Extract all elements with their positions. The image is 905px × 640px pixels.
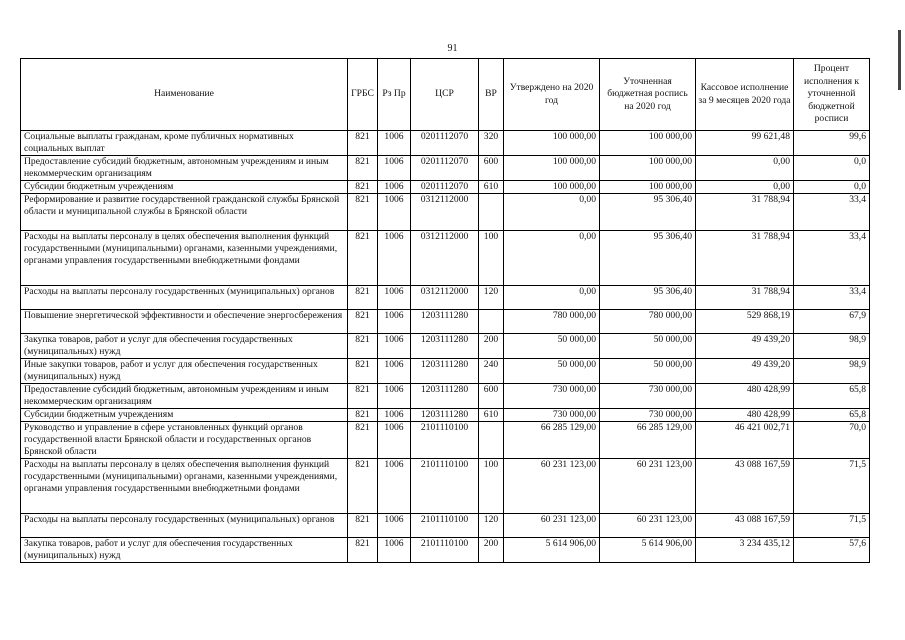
cell-name: Расходы на выплаты персоналу в целях обеспечения выполнения функций государственными (муниципальными) органами, казенными учреждениями, органами управления государственными внебюджетными фондами [21, 231, 348, 286]
header-refined: Уточненная бюджетная роспись на 2020 год [600, 59, 696, 131]
cell-cash: 31 788,94 [696, 231, 794, 286]
cell-approved: 60 231 123,00 [504, 459, 600, 514]
header-grbs: ГРБС [348, 59, 378, 131]
cell-refined: 100 000,00 [600, 156, 696, 181]
cell-rzpr: 1006 [378, 514, 411, 538]
cell-refined: 730 000,00 [600, 409, 696, 422]
table-row [21, 514, 870, 538]
cell-percent: 99,6 [794, 131, 870, 156]
cell-grbs: 821 [348, 231, 378, 286]
header-rzpr: Рз Пр [378, 59, 411, 131]
cell-grbs: 821 [348, 384, 378, 409]
cell-name: Расходы на выплаты персоналу государственных (муниципальных) органов [21, 286, 348, 310]
cell-rzpr: 1006 [378, 459, 411, 514]
cell-name: Повышение энергетической эффективности и обеспечение энергосбережения [21, 310, 348, 334]
cell-name: Субсидии бюджетным учреждениям [21, 409, 348, 422]
cell-approved: 780 000,00 [504, 310, 600, 334]
cell-rzpr: 1006 [378, 384, 411, 409]
cell-vr: 320 [479, 131, 504, 156]
table-row [21, 538, 870, 563]
table-body [21, 131, 870, 563]
cell-approved: 100 000,00 [504, 131, 600, 156]
cell-cash: 3 234 435,12 [696, 538, 794, 563]
table-row [21, 310, 870, 334]
cell-vr [479, 310, 504, 334]
cell-csr: 2101110100 [411, 538, 479, 563]
cell-rzpr: 1006 [378, 181, 411, 194]
cell-cash: 46 421 002,71 [696, 422, 794, 459]
table-row [21, 194, 870, 231]
cell-refined: 95 306,40 [600, 194, 696, 231]
cell-grbs: 821 [348, 359, 378, 384]
cell-percent: 33,4 [794, 194, 870, 231]
cell-name: Руководство и управление в сфере установленных функций органов государственной власти Брянской области и государственных органов Брянской области [21, 422, 348, 459]
cell-approved: 66 285 129,00 [504, 422, 600, 459]
cell-vr: 240 [479, 359, 504, 384]
cell-refined: 5 614 906,00 [600, 538, 696, 563]
cell-cash: 0,00 [696, 181, 794, 194]
cell-vr: 120 [479, 514, 504, 538]
cell-rzpr: 1006 [378, 156, 411, 181]
cell-rzpr: 1006 [378, 310, 411, 334]
cell-refined: 95 306,40 [600, 286, 696, 310]
cell-csr: 1203111280 [411, 384, 479, 409]
scan-edge-mark [898, 30, 901, 90]
cell-vr [479, 194, 504, 231]
cell-cash: 0,00 [696, 156, 794, 181]
table-row [21, 459, 870, 514]
cell-rzpr: 1006 [378, 334, 411, 359]
cell-vr: 120 [479, 286, 504, 310]
cell-percent: 71,5 [794, 459, 870, 514]
cell-refined: 95 306,40 [600, 231, 696, 286]
cell-cash: 99 621,48 [696, 131, 794, 156]
cell-percent: 65,8 [794, 409, 870, 422]
cell-grbs: 821 [348, 334, 378, 359]
cell-rzpr: 1006 [378, 131, 411, 156]
header-csr: ЦСР [411, 59, 479, 131]
cell-grbs: 821 [348, 409, 378, 422]
cell-csr: 0312112000 [411, 286, 479, 310]
table-row [21, 334, 870, 359]
cell-name: Социальные выплаты гражданам, кроме публичных нормативных социальных выплат [21, 131, 348, 156]
cell-percent: 65,8 [794, 384, 870, 409]
cell-vr: 600 [479, 156, 504, 181]
header-approved: Утверждено на 2020 год [504, 59, 600, 131]
cell-grbs: 821 [348, 310, 378, 334]
cell-refined: 60 231 123,00 [600, 459, 696, 514]
cell-vr: 200 [479, 334, 504, 359]
cell-grbs: 821 [348, 131, 378, 156]
cell-vr [479, 422, 504, 459]
cell-approved: 0,00 [504, 194, 600, 231]
table-row [21, 156, 870, 181]
cell-rzpr: 1006 [378, 231, 411, 286]
cell-percent: 0,0 [794, 181, 870, 194]
header-vr: ВР [479, 59, 504, 131]
table-row [21, 422, 870, 459]
cell-rzpr: 1006 [378, 286, 411, 310]
cell-approved: 0,00 [504, 231, 600, 286]
cell-vr: 200 [479, 538, 504, 563]
cell-name: Иные закупки товаров, работ и услуг для обеспечения государственных (муниципальных) нужд [21, 359, 348, 384]
table-row [21, 286, 870, 310]
cell-grbs: 821 [348, 422, 378, 459]
cell-csr: 2101110100 [411, 422, 479, 459]
cell-approved: 50 000,00 [504, 334, 600, 359]
cell-cash: 49 439,20 [696, 334, 794, 359]
cell-refined: 66 285 129,00 [600, 422, 696, 459]
cell-cash: 480 428,99 [696, 409, 794, 422]
budget-table [20, 58, 870, 563]
cell-grbs: 821 [348, 286, 378, 310]
cell-refined: 60 231 123,00 [600, 514, 696, 538]
cell-cash: 49 439,20 [696, 359, 794, 384]
cell-name: Субсидии бюджетным учреждениям [21, 181, 348, 194]
table-row [21, 409, 870, 422]
cell-approved: 60 231 123,00 [504, 514, 600, 538]
cell-cash: 480 428,99 [696, 384, 794, 409]
cell-percent: 0,0 [794, 156, 870, 181]
cell-csr: 1203111280 [411, 359, 479, 384]
cell-grbs: 821 [348, 156, 378, 181]
cell-refined: 50 000,00 [600, 359, 696, 384]
cell-grbs: 821 [348, 514, 378, 538]
cell-csr: 2101110100 [411, 514, 479, 538]
cell-csr: 0312112000 [411, 231, 479, 286]
cell-grbs: 821 [348, 459, 378, 514]
cell-cash: 43 088 167,59 [696, 459, 794, 514]
cell-name: Предоставление субсидий бюджетным, автономным учреждениям и иным некоммерческим организациям [21, 156, 348, 181]
cell-rzpr: 1006 [378, 359, 411, 384]
cell-name: Закупка товаров, работ и услуг для обеспечения государственных (муниципальных) нужд [21, 334, 348, 359]
cell-rzpr: 1006 [378, 422, 411, 459]
cell-refined: 100 000,00 [600, 131, 696, 156]
cell-approved: 5 614 906,00 [504, 538, 600, 563]
cell-name: Расходы на выплаты персоналу в целях обеспечения выполнения функций государственными (муниципальными) органами, казенными учреждениями, органами управления государственными внебюджетными фондами [21, 459, 348, 514]
cell-percent: 33,4 [794, 231, 870, 286]
cell-vr: 610 [479, 409, 504, 422]
header-cash: Кассовое исполнение за 9 месяцев 2020 года [696, 59, 794, 131]
cell-approved: 0,00 [504, 286, 600, 310]
cell-grbs: 821 [348, 194, 378, 231]
cell-percent: 67,9 [794, 310, 870, 334]
table-header-row [21, 59, 870, 131]
table-row [21, 181, 870, 194]
header-percent: Процент исполнения к уточненной бюджетной росписи [794, 59, 870, 131]
cell-vr: 600 [479, 384, 504, 409]
cell-refined: 780 000,00 [600, 310, 696, 334]
cell-vr: 100 [479, 459, 504, 514]
cell-cash: 31 788,94 [696, 194, 794, 231]
cell-csr: 0312112000 [411, 194, 479, 231]
cell-rzpr: 1006 [378, 409, 411, 422]
cell-name: Предоставление субсидий бюджетным, автономным учреждениям и иным некоммерческим организациям [21, 384, 348, 409]
cell-approved: 730 000,00 [504, 409, 600, 422]
header-name: Наименование [21, 59, 348, 131]
table-row [21, 131, 870, 156]
cell-approved: 730 000,00 [504, 384, 600, 409]
cell-csr: 1203111280 [411, 334, 479, 359]
cell-percent: 70,0 [794, 422, 870, 459]
cell-name: Закупка товаров, работ и услуг для обеспечения государственных (муниципальных) нужд [21, 538, 348, 563]
cell-rzpr: 1006 [378, 538, 411, 563]
cell-name: Расходы на выплаты персоналу государственных (муниципальных) органов [21, 514, 348, 538]
cell-approved: 50 000,00 [504, 359, 600, 384]
cell-refined: 50 000,00 [600, 334, 696, 359]
cell-csr: 0201112070 [411, 181, 479, 194]
cell-approved: 100 000,00 [504, 156, 600, 181]
table-row [21, 231, 870, 286]
cell-name: Реформирование и развитие государственной гражданской службы Брянской области и муниципальной службы в Брянской области [21, 194, 348, 231]
cell-cash: 43 088 167,59 [696, 514, 794, 538]
cell-percent: 98,9 [794, 334, 870, 359]
cell-vr: 100 [479, 231, 504, 286]
page-number: 91 [447, 43, 458, 54]
cell-refined: 100 000,00 [600, 181, 696, 194]
cell-csr: 1203111280 [411, 409, 479, 422]
cell-grbs: 821 [348, 181, 378, 194]
cell-csr: 2101110100 [411, 459, 479, 514]
cell-percent: 57,6 [794, 538, 870, 563]
cell-percent: 98,9 [794, 359, 870, 384]
cell-percent: 71,5 [794, 514, 870, 538]
cell-cash: 31 788,94 [696, 286, 794, 310]
cell-rzpr: 1006 [378, 194, 411, 231]
cell-grbs: 821 [348, 538, 378, 563]
table-row [21, 384, 870, 409]
cell-approved: 100 000,00 [504, 181, 600, 194]
cell-cash: 529 868,19 [696, 310, 794, 334]
cell-vr: 610 [479, 181, 504, 194]
table-row [21, 359, 870, 384]
cell-percent: 33,4 [794, 286, 870, 310]
cell-refined: 730 000,00 [600, 384, 696, 409]
cell-csr: 1203111280 [411, 310, 479, 334]
cell-csr: 0201112070 [411, 131, 479, 156]
cell-csr: 0201112070 [411, 156, 479, 181]
